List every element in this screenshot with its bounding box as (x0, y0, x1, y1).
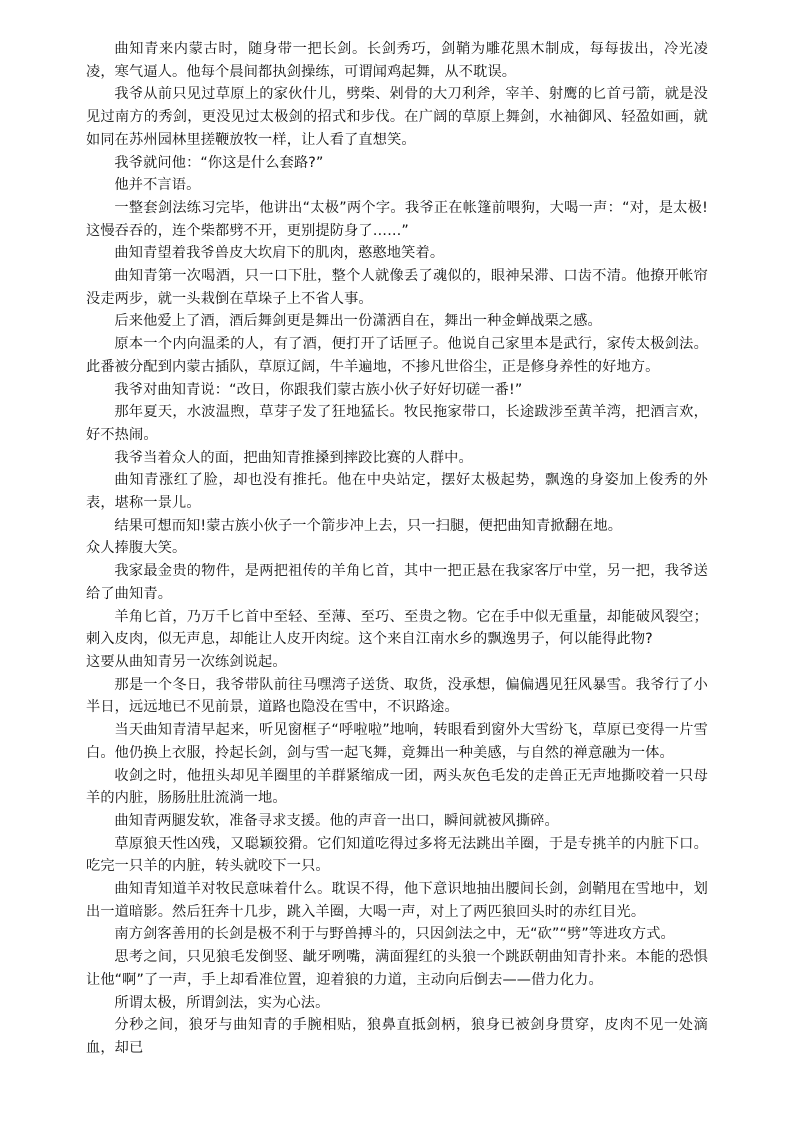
paragraph-17: 羊角匕首，乃万千匕首中至轻、至薄、至巧、至贵之物。它在手中似无重量，却能破风裂空；刺入皮肉，似无声息，却能让人皮开肉绽。这个来自江南水乡的飘逸男子，何以能得此物? (86, 608, 708, 648)
paragraph-25: 南方剑客善用的长剑是极不利于与野兽搏斗的，只因剑法之中，无“砍”“劈”等进攻方式。 (114, 926, 675, 943)
paragraph-18: 这要从曲知青另一次练剑说起。 (86, 653, 287, 670)
paragraph-4: 他并不言语。 (114, 177, 201, 194)
paragraph-10: 我爷对曲知青说：“改日，你跟我们蒙古族小伙子好好切磋一番!” (114, 381, 523, 398)
paragraph-15: 众人捧腹大笑。 (86, 540, 187, 557)
paragraph-19: 那是一个冬日，我爷带队前往马嘿湾子送货、取货，没承想，偏偏遇见狂风暴雪。我爷行了小半日，远远地已不见前景，道路也隐没在雪中，不识路途。 (86, 676, 708, 716)
paragraph-12: 我爷当着众人的面，把曲知青推搡到摔跤比赛的人群中。 (114, 449, 473, 466)
paragraph-14: 结果可想而知!蒙古族小伙子一个箭步冲上去，只一扫腿，便把曲知青掀翻在地。 (114, 517, 623, 534)
paragraph-22: 曲知青两腿发软，准备寻求支援。他的声音一出口，瞬间就被风撕碎。 (114, 812, 559, 829)
paragraph-1: 曲知青来内蒙古时，随身带一把长剑。长剑秀巧，剑鞘为雕花黑木制成，每每拔出，冷光凌凌，寒气逼人。他每个晨间都执剑操练，可谓闻鸡起舞，从不耽误。 (86, 41, 708, 80)
paragraph-27: 所谓太极，所谓剑法，实为心法。 (114, 994, 330, 1011)
paragraph-8: 后来他爱上了酒，酒后舞剑更是舞出一份潇洒自在，舞出一种金蝉战栗之感。 (114, 313, 602, 330)
paragraph-3: 我爷就问他：“你这是什么套路?” (114, 154, 324, 171)
paragraph-20: 当天曲知青清早起来，听见窗框子“呼啦啦”地响，转眼看到窗外大雪纷飞，草原已变得一片雪白。他仍换上衣服，拎起长剑，剑与雪一起飞舞，竟舞出一种美感，与自然的禅意融为一体。 (86, 722, 708, 761)
paragraph-7: 曲知青第一次喝酒，只一口下肚，整个人就像丢了魂似的，眼神呆滞、口齿不清。他撩开帐帘没走两步，就一头栽倒在草垛子上不省人事。 (86, 268, 708, 307)
paragraph-21: 收剑之时，他扭头却见羊圈里的羊群紧缩成一团，两头灰色毛发的走兽正无声地撕咬着一只母羊的内脏，肠肠肚肚流淌一地。 (86, 767, 708, 807)
paragraph-24: 曲知青知道羊对牧民意味着什么。耽误不得，他下意识地抽出腰间长剑，剑鞘甩在雪地中，划出一道暗影。然后狂奔十几步，跳入羊圈，大喝一声，对上了两匹狼回头时的赤红目光。 (86, 881, 708, 920)
paragraph-16: 我家最金贵的物件，是两把祖传的羊角匕首，其中一把正悬在我家客厅中堂，另一把，我爷送给了曲知青。 (86, 563, 708, 602)
paragraph-2: 我爷从前只见过草原上的家伙什儿，劈柴、剁骨的大刀利斧，宰羊、射鹰的匕首弓箭，就是没见过南方的秀剑，更没见过太极剑的招式和步伐。在广阔的草原上舞剑，水袖御风、轻盈如画，就如同在苏州园林里搓鞭放牧一样，让人看了直想笑。 (86, 86, 708, 148)
paragraph-5: 一整套剑法练习完毕，他讲出“太极”两个字。我爷正在帐篷前喂狗，大喝一声：“对，是太极!这慢吞吞的，连个柴都劈不开，更别提防身了……” (86, 199, 708, 239)
paragraph-28: 分秒之间，狼牙与曲知青的手腕相贴，狼鼻直抵剑柄，狼身已被剑身贯穿，皮肉不见一处滴血，却已 (86, 1017, 708, 1056)
paragraph-26: 思考之间，只见狼毛发倒竖、龇牙咧嘴，满面猩红的头狼一个跳跃朝曲知青扑来。本能的恐惧让他“啊”了一声，手上却看准位置，迎着狼的力道，主动向后倒去——借力化力。 (86, 949, 708, 988)
paragraph-11: 那年夏天，水波温煦，草芽子发了狂地猛长。牧民拖家带口，长途跋涉至黄羊湾，把酒言欢，好不热闹。 (86, 404, 708, 443)
paragraph-6: 曲知青望着我爷兽皮大坎肩下的肌肉，憨憨地笑着。 (114, 245, 445, 262)
paragraph-9: 原本一个内向温柔的人，有了酒，便打开了话匣子。他说自己家里本是武行，家传太极剑法。此番被分配到内蒙古插队，草原辽阔，牛羊遍地，不掺凡世俗尘，正是修身养性的好地方。 (86, 336, 708, 375)
paragraph-13: 曲知青涨红了脸，却也没有推托。他在中央站定，摆好太极起势，飘逸的身姿加上俊秀的外表，堪称一景儿。 (86, 472, 708, 512)
paragraph-23: 草原狼天性凶残，又聪颖狡猾。它们知道吃得过多将无法跳出羊圈，于是专挑羊的内脏下口。吃完一只羊的内脏，转头就咬下一只。 (86, 835, 708, 875)
